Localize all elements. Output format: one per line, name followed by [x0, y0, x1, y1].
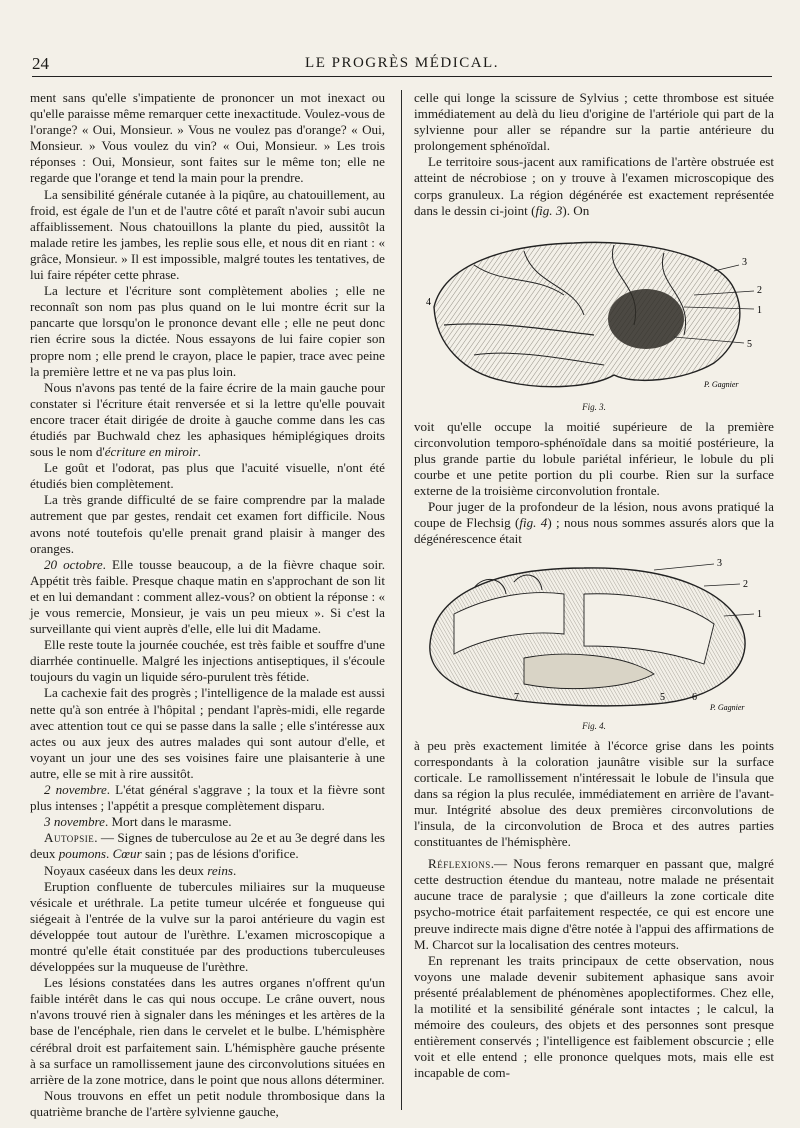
paragraph: Le territoire sous-jacent aux ramifications de l'artère obstruée est atteint de nécrobiose ; on y trouve à l'examen microscopique des corps granuleux. La région dégénérée est exactement représentée dans le dessin ci-joint (fig. 3). On	[414, 154, 774, 218]
journal-title: LE PROGRÈS MÉDICAL.	[305, 55, 499, 71]
paragraph: 2 novembre. L'état général s'aggrave ; la toux et la fièvre sont plus intenses ; l'appétit a presque complètement disparu.	[30, 782, 385, 814]
figure-caption: Fig. 3.	[582, 401, 606, 412]
paragraph: Nous n'avons pas tenté de la faire écrire de la main gauche pour constater si l'écriture était renversée et si la lettre qu'elle pouvait encore tracer était dirigée de droite à gauche comme dans les cas étudiés par Buchwald chez les aphasiques hémiplégiques droits sous le nom d'écriture en miroir.	[30, 379, 385, 460]
figure-4-brain-section	[414, 554, 774, 732]
paragraph: Les lésions constatées dans les autres organes n'offrent qu'un faible intérêt dans le cas qui nous occupe. Le crâne ouvert, nous n'avons trouvé rien à signaler dans les méninges et les artères de la base de l'encéphale, rien dans le cervelet et le bulbe. L'hémisphère cérébral droit est parfaitement sain. L'hémisphère gauche présente à sa surface un ramollissement jaune des circonvolutions situées en arrière de la zone motrice, dans le point que nous allons déterminer.	[30, 975, 385, 1087]
figure-label: 3	[717, 557, 722, 569]
paragraph: La sensibilité générale cutanée à la piqûre, au chatouillement, au froid, est égale de l'un et de l'autre côté et paraît n'avoir subi aucun affaiblissement. Nous chatouillons la plante du pied, aussitôt la malade retire les jambes, les replie sous elle, et nous dit en riant : « grâce, Monsieur. » Il est impossible, malgré toutes les tentatives, de lui faire répéter cette phrase.	[30, 186, 385, 283]
figure-label: 5	[747, 338, 752, 350]
paragraph: Pour juger de la profondeur de la lésion, nous avons pratiqué la coupe de Flechsig (fig. 4) ; nous nous sommes assurés alors que la dégénérescence était	[414, 499, 775, 547]
figure-label: 2	[757, 284, 762, 296]
paragraph: Nous trouvons en effet un petit nodule thrombosique dans la quatrième branche de l'artère sylvienne gauche,	[30, 1087, 385, 1119]
figure-label: 1	[757, 608, 762, 620]
paragraph: La lecture et l'écriture sont complètement abolies ; elle ne reconnaît son nom pas plus quand on le lui montre écrit sur la pancarte que lorsqu'on le prononce devant elle ; elle ne peut donc rien écrire sous la dictée. Nous essayons de lui faire copier son propre nom ; elle prend le crayon, place le papier, trace avec peine la première lettre et ne va pas plus loin.	[30, 283, 385, 379]
paragraph: Elle reste toute la journée couchée, est très faible et souffre d'une diarrhée continuelle. Malgré les injections antiseptiques, il s'écoule toujours du vagin un liquide séro-purulent très fétide.	[30, 637, 385, 685]
left-column	[30, 90, 385, 1120]
figure-label: 4	[426, 296, 431, 308]
paragraph: Autopsie. — Signes de tuberculose au 2e et au 3e degré dans les deux poumons. Cœur sain ; pas de lésions d'orifice.	[30, 830, 385, 862]
paragraph: 3 novembre. Mort dans le marasme.	[44, 814, 232, 830]
figure-label: 1	[757, 304, 762, 316]
paragraph: celle qui longe la scissure de Sylvius ; cette thrombose est située immédiatement au delà du lieu d'origine de l'artériole qui part de la sylvienne pour aller se répandre sur la partie antérieure du prolongement sphénoïdal.	[414, 90, 774, 154]
figure-label: 3	[742, 256, 747, 268]
paragraph: Eruption confluente de tubercules miliaires sur la muqueuse vésicale et uréthrale. La petite tumeur ulcérée et fongueuse qui siégeait à l'entrée de la vulve sur la paroi antérieure du vagin est développée tout autour de l'urèthre. L'examen microscopique a montré qu'elle était constituée par des productions tuberculeuses développées sur la muqueuse de l'urèthre.	[30, 878, 385, 975]
page-header	[32, 52, 772, 77]
illustrator-signature: P. Gagnier	[710, 702, 745, 712]
section-label: Réflexions	[428, 856, 491, 872]
paragraph: La très grande difficulté de se faire comprendre par la malade autrement que par gestes, rendait cet examen fort difficile. Nous avons noté toutefois qu'elle prenait grand plaisir à manger des oranges.	[30, 492, 385, 556]
paragraph: ment sans qu'elle s'impatiente de prononcer un mot inexact ou qu'elle paraisse même remarquer cette inexactitude. Voulez-vous de l'orange? « Oui, Monsieur. » Vous ne voulez pas d'orange? « Oui, Monsieur. » Vous voulez du vin? « Oui, Monsieur. » Les trois réponses : Oui, Monsieur, sont faites sur le même ton; elle ne regarde que l'orange et tend la main pour la prendre.	[30, 90, 385, 186]
brain-section-illustration	[414, 554, 774, 716]
figure-3-brain-lateral-view	[414, 225, 774, 413]
paragraph: Réflexions.— Nous ferons remarquer en passant que, malgré cette destruction étendue du manteau, notre malade ne présentait aucune trace de paralysie ; que d'ailleurs la zone corticale dite psycho-motrice était parfaitement respectée, ce qui est encore une preuve indirecte mais digne d'être notée à l'appui des affirmations de M. Charcot sur la localisation des centres moteurs.	[414, 856, 774, 952]
page-number: 24	[32, 54, 49, 73]
paragraph: Noyaux caséeux dans les deux reins.	[44, 862, 237, 878]
paragraph: En reprenant les traits principaux de cette observation, nous voyons une malade devenir subitement aphasique sans avoir présenté préalablement de phénomènes apoplectiformes. Chez elle, la motilité et la sensibilité générale sont intactes ; le calcul, la mémoire des couleurs, des objets et des personnes sont presque entièrement conservés ; l'intelligence est faiblement obscurcie ; elle voit et elle entend ; elle prononce quelques mots, mais elle est incapable de com-	[414, 952, 774, 1081]
figure-label: 6	[692, 691, 697, 703]
figure-label: 5	[660, 691, 665, 703]
section-label: Autopsie	[44, 830, 95, 846]
paragraph: La cachexie fait des progrès ; l'intelligence de la malade est aussi nette qu'à son entrée à l'hôpital ; pendant l'après-midi, elle regarde avec attention tout ce qui se passe dans la salle ; elle s'intéresse aux actes ou aux jeux des autres malades qui sont autour d'elle, et voyant un jour une des ses voisines faire une plaisanterie à une autre, elle se mit à rire aussitôt.	[30, 685, 385, 781]
brain-lateral-illustration	[414, 225, 774, 397]
figure-label: 7	[514, 691, 519, 703]
paragraph: voit qu'elle occupe la moitié supérieure de la première circonvolution temporo-sphénoïdale dans sa moitié postérieure, la plus grande partie du lobule pariétal inférieur, le lobule du pli courbe et une petite portion du pli courbe. Rien sur la surface externe de la troisième circonvolution frontale.	[414, 418, 774, 499]
figure-label: 2	[743, 578, 748, 590]
column-divider	[401, 90, 402, 1110]
figure-caption: Fig. 4.	[582, 720, 606, 731]
paragraph: à peu près exactement limitée à l'écorce grise dans les points correspondants à la coloration jaunâtre visible sur la surface corticale. Le ramollissement n'intéressait le lobule de l'insula que dans sa région la plus reculée, immédiatement en arrière de l'avant-mur. Intégrité absolue des deux premières circonvolutions de l'insula, de la circonvolution de Broca et des autres parties constituantes de l'hémisphère.	[414, 737, 774, 850]
lesion-area	[608, 289, 684, 349]
right-column	[414, 90, 774, 1081]
paragraph: 20 octobre. Elle tousse beaucoup, a de la fièvre chaque soir. Appétit très faible. Presque chaque matin en s'approchant de son lit et en lui demandant : comment allez-vous? on obtient la réponse : « je vous remercie, Monsieur, je vais un peu mieux ». Si c'est la surveillante qui vient auprès d'elle, elle lui dit Madame.	[30, 556, 385, 637]
paragraph: Le goût et l'odorat, pas plus que l'acuité visuelle, n'ont été étudiés bien complètement.	[30, 460, 385, 492]
illustrator-signature: P. Gagnier	[704, 379, 739, 389]
